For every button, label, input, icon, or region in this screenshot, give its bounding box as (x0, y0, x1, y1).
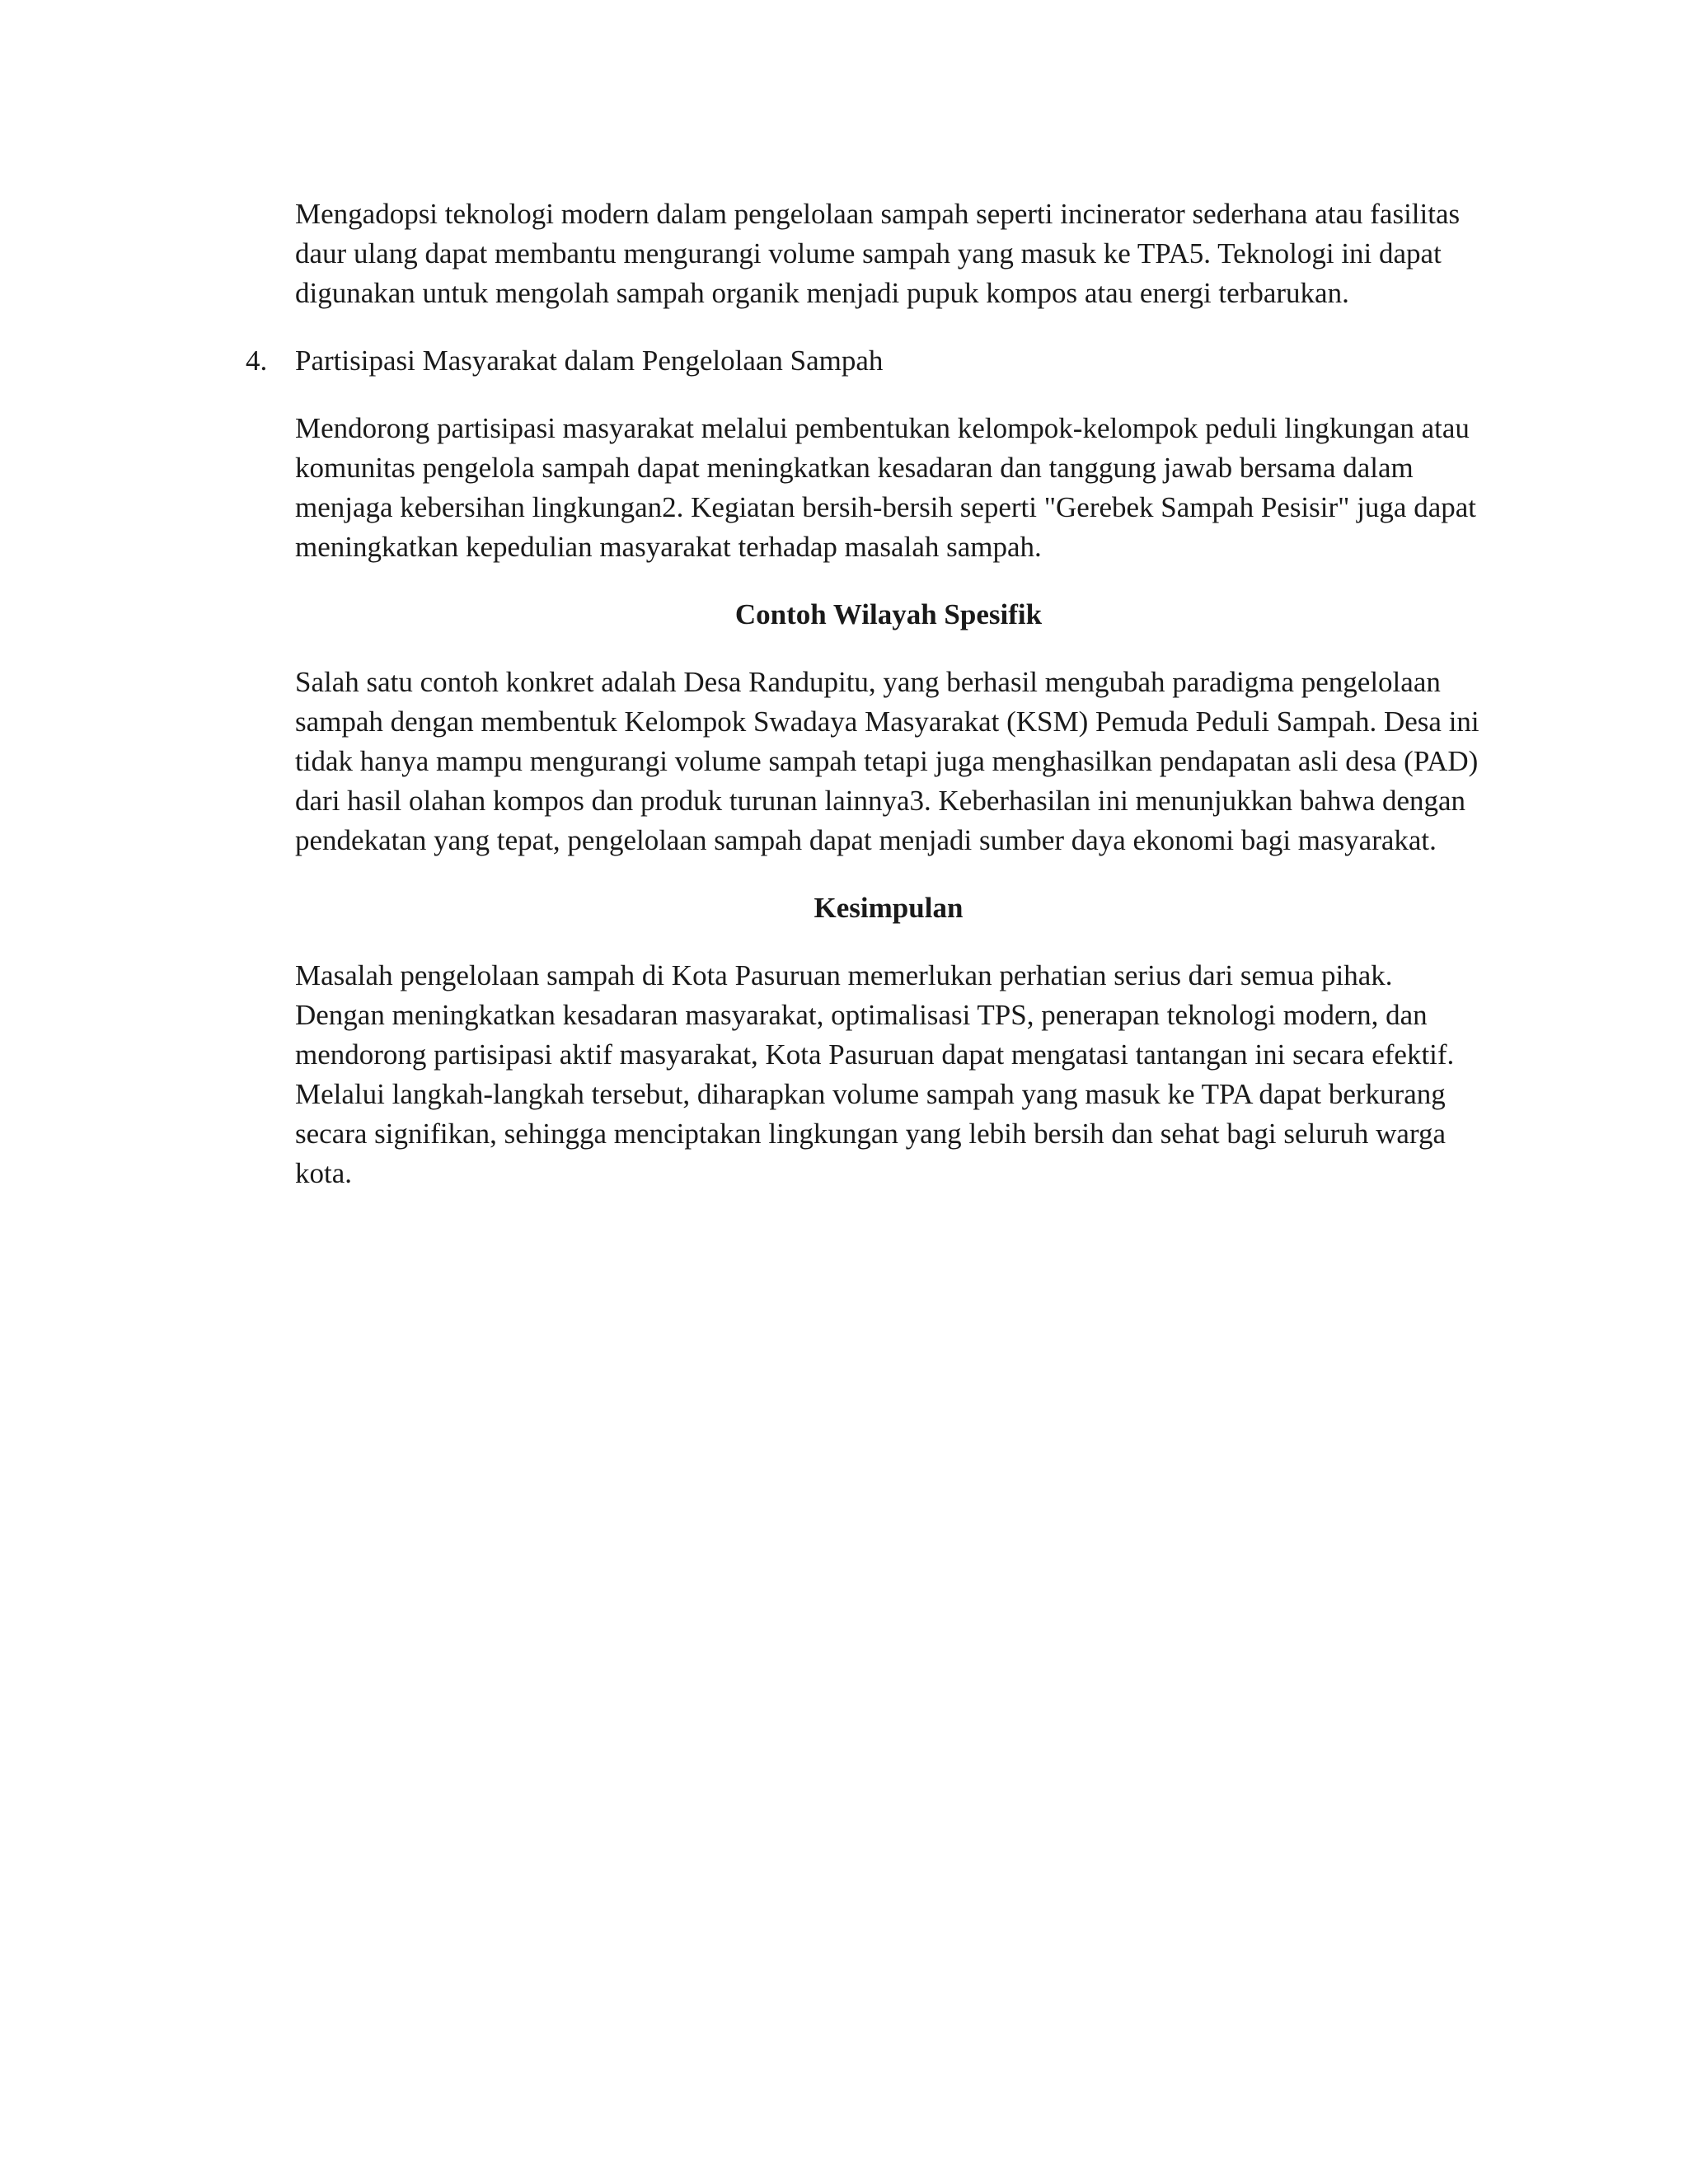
list-number: 4. (246, 344, 268, 377)
document-body (246, 194, 1482, 1221)
paragraph-conclusion: Masalah pengelolaan sampah di Kota Pasuruan memerlukan perhatian serius dari semua pihak. Dengan meningkatkan kesadaran masyarakat, optimalisasi TPS, penerapan teknologi modern, dan mendorong partisipasi aktif masyarakat, Kota Pasuruan dapat mengatasi tantangan ini secara efektif. Melalui langkah-langkah tersebut, diharapkan volume sampah yang masuk ke TPA dapat berkurang secara signifikan, sehingga menciptakan lingkungan yang lebih bersih dan sehat bagi seluruh warga kota. (295, 959, 1455, 1189)
heading-conclusion: Kesimpulan (814, 892, 964, 924)
paragraph-randupitu: Salah satu contoh konkret adalah Desa Randupitu, yang berhasil mengubah paradigma pengelolaan sampah dengan membentuk Kelompok Swadaya Masyarakat (KSM) Pemuda Peduli Sampah. Desa ini tidak hanya mampu mengurangi volume sampah tetapi juga menghasilkan pendapatan asli desa (PAD) dari hasil olahan kompos dan produk turunan lainnya3. Keberhasilan ini menunjukkan bahwa dengan pendekatan yang tepat, pengelolaan sampah dapat menjadi sumber daya ekonomi bagi masyarakat. (295, 666, 1479, 856)
paragraph-participation: Mendorong partisipasi masyarakat melalui pembentukan kelompok-kelompok peduli lingkungan atau komunitas pengelola sampah dapat meningkatkan kesadaran dan tanggung jawab bersama dalam menjaga kebersihan lingkungan2. Kegiatan bersih-bersih seperti "Gerebek Sampah Pesisir" juga dapat meningkatkan kepedulian masyarakat terhadap masalah sampah. (295, 412, 1477, 563)
heading-specific-region: Contoh Wilayah Spesifik (734, 598, 1043, 630)
paragraph-technology: Mengadopsi teknologi modern dalam pengelolaan sampah seperti incinerator sederhana atau fasilitas daur ulang dapat membantu mengurangi volume sampah yang masuk ke TPA5. Teknologi ini dapat digunakan untuk mengolah sampah organik menjadi pupuk kompos atau energi terbarukan. (295, 198, 1461, 309)
list-item-title: Partisipasi Masyarakat dalam Pengelolaan Sampah (295, 344, 884, 377)
list-item-4 (246, 341, 1482, 381)
